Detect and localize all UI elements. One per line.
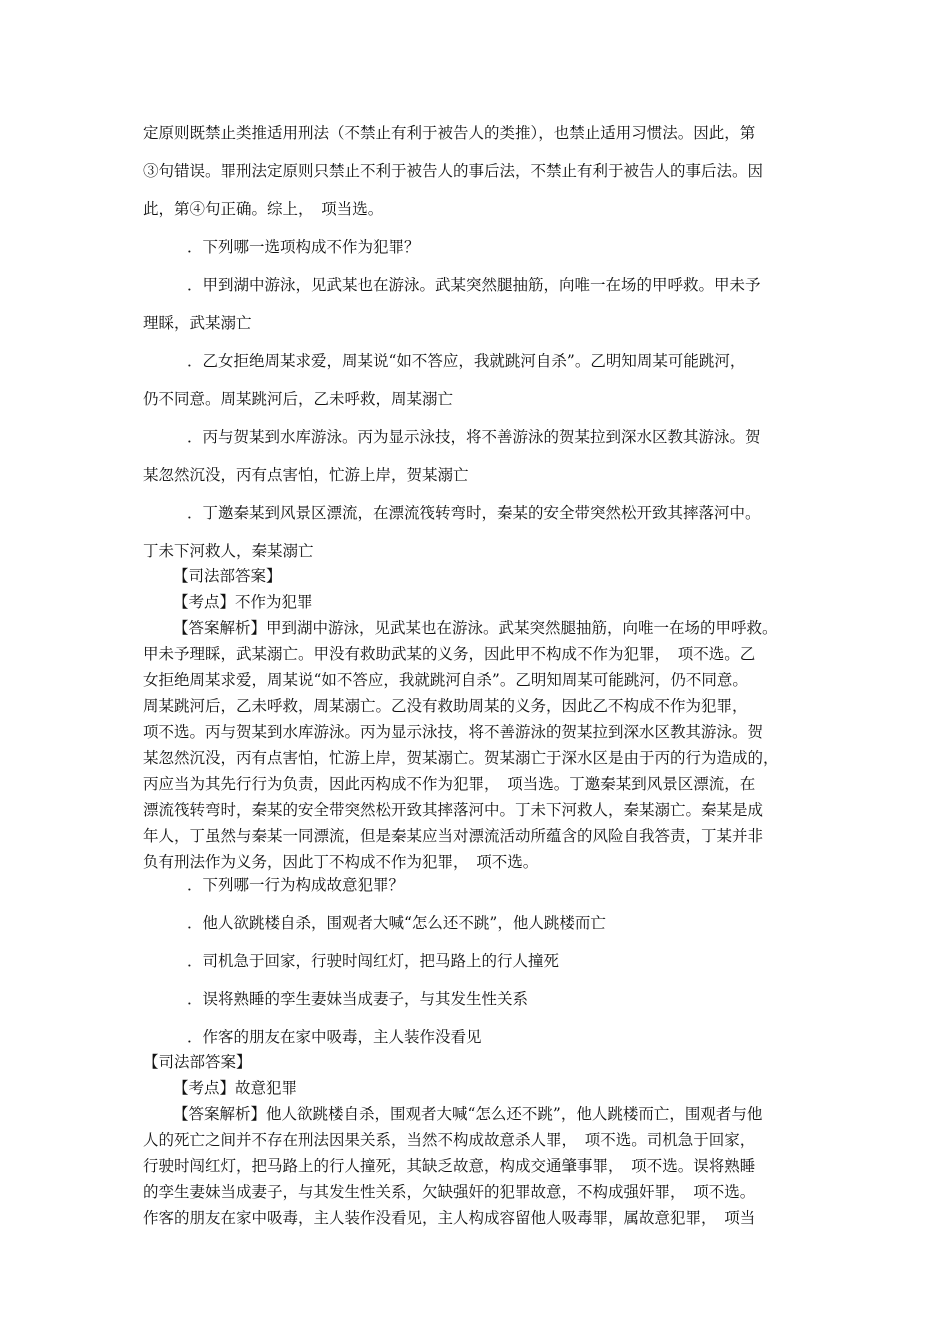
option-a-line2: 理睬，武某溺亡 (143, 314, 252, 332)
analysis-line: 项不选。丙与贺某到水库游泳。丙为显示泳技，将不善游泳的贺某拉到深水区教其游泳。贺 (143, 723, 764, 741)
analysis-line: 丙应当为其先行行为负责，因此丙构成不作为犯罪， 项当选。丁邀秦某到风景区漂流，在 (143, 775, 756, 793)
question-text: ．下列哪一行为构成故意犯罪？ (187, 876, 405, 894)
analysis-line: 漂流筏转弯时，秦某的安全带突然松开致其摔落河中。丁未下河救人，秦某溺亡。秦某是成 (143, 801, 764, 819)
answer-2 (143, 1049, 809, 1231)
option-a: ．他人欲跳楼自杀，围观者大喊“怎么还不跳”，他人跳楼而亡 (187, 914, 606, 932)
analysis-line: 某忽然沉没，丙有点害怕，忙游上岸，贺某溺亡。贺某溺亡于深水区是由于丙的行为造成的， (143, 749, 779, 767)
analysis-line: 行驶时闯红灯，把马路上的行人撞死，其缺乏故意，构成交通肇事罪， 项不选。误将熟睡 (143, 1157, 756, 1175)
option-d: ．作客的朋友在家中吸毒，主人装作没看见 (187, 1028, 482, 1046)
analysis-line: 女拒绝周某求爱，周某说“如不答应，我就跳河自杀”。乙明知周某可能跳河，仍不同意。 (143, 671, 748, 689)
option-d-line2: 丁未下河救人，秦某溺亡 (143, 542, 314, 560)
text-line: 定原则既禁止类推适用刑法（不禁止有利于被告人的类推），也禁止适用习惯法。因此，第 (143, 124, 756, 142)
option-d-line1: ．丁邀秦某到风景区漂流，在漂流筏转弯时，秦某的安全带突然松开致其摔落河中。 (187, 504, 761, 522)
analysis-line: 【答案解析】甲到湖中游泳，见武某也在游泳。武某突然腿抽筋，向唯一在场的甲呼救。 (173, 619, 778, 637)
answer-label: 【司法部答案】 (173, 567, 282, 585)
option-c: ．误将熟睡的孪生妻妹当成妻子，与其发生性关系 (187, 990, 529, 1008)
kaodian: 【考点】故意犯罪 (173, 1079, 298, 1097)
text-line: ③句错误。罪刑法定原则只禁止不利于被告人的事后法，不禁止有利于被告人的事后法。因 (143, 162, 764, 180)
analysis-line: 周某跳河后，乙未呼救，周某溺亡。乙没有救助周某的义务，因此乙不构成不作为犯罪， (143, 697, 748, 715)
option-b-line2: 仍不同意。周某跳河后，乙未呼救，周某溺亡 (143, 390, 454, 408)
question-2 (143, 866, 809, 1056)
option-b: ．司机急于回家，行驶时闯红灯，把马路上的行人撞死 (187, 952, 560, 970)
option-a-line1: ．甲到湖中游泳，见武某也在游泳。武某突然腿抽筋，向唯一在场的甲呼救。甲未予 (187, 276, 761, 294)
question-text: ．下列哪一选项构成不作为犯罪？ (187, 238, 420, 256)
option-c-line2: 某忽然沉没，丙有点害怕，忙游上岸，贺某溺亡 (143, 466, 469, 484)
analysis-line: 人的死亡之间并不存在刑法因果关系，当然不构成故意杀人罪， 项不选。司机急于回家， (143, 1131, 756, 1149)
option-b-line1: ．乙女拒绝周某求爱，周某说“如不答应，我就跳河自杀”。乙明知周某可能跳河， (187, 352, 746, 370)
analysis-line: 作客的朋友在家中吸毒，主人装作没看见，主人构成容留他人吸毒罪，属故意犯罪， 项当 (143, 1209, 756, 1227)
intro-paragraph (143, 114, 809, 228)
text-line: 此，第④句正确。综上， 项当选。 (143, 200, 384, 218)
analysis-line: 的孪生妻妹当成妻子，与其发生性关系，欠缺强奸的犯罪故意，不构成强奸罪， 项不选。 (143, 1183, 756, 1201)
answer-label: 【司法部答案】 (143, 1053, 252, 1071)
analysis-line: 甲未予理睬，武某溺亡。甲没有救助武某的义务，因此甲不构成不作为犯罪， 项不选。乙 (143, 645, 756, 663)
analysis-line: 年人，丁虽然与秦某一同漂流，但是秦某应当对漂流活动所蕴含的风险自我答责，丁某并非 (143, 827, 764, 845)
analysis-line: 负有刑法作为义务，因此丁不构成不作为犯罪， 项不选。 (143, 853, 539, 871)
answer-1 (143, 563, 809, 875)
question-1 (143, 228, 809, 570)
option-c-line1: ．丙与贺某到水库游泳。丙为显示泳技，将不善游泳的贺某拉到深水区教其游泳。贺 (187, 428, 761, 446)
analysis-line: 【答案解析】他人欲跳楼自杀，围观者大喊“怎么还不跳”，他人跳楼而亡，围观者与他 (173, 1105, 763, 1123)
kaodian: 【考点】不作为犯罪 (173, 593, 313, 611)
